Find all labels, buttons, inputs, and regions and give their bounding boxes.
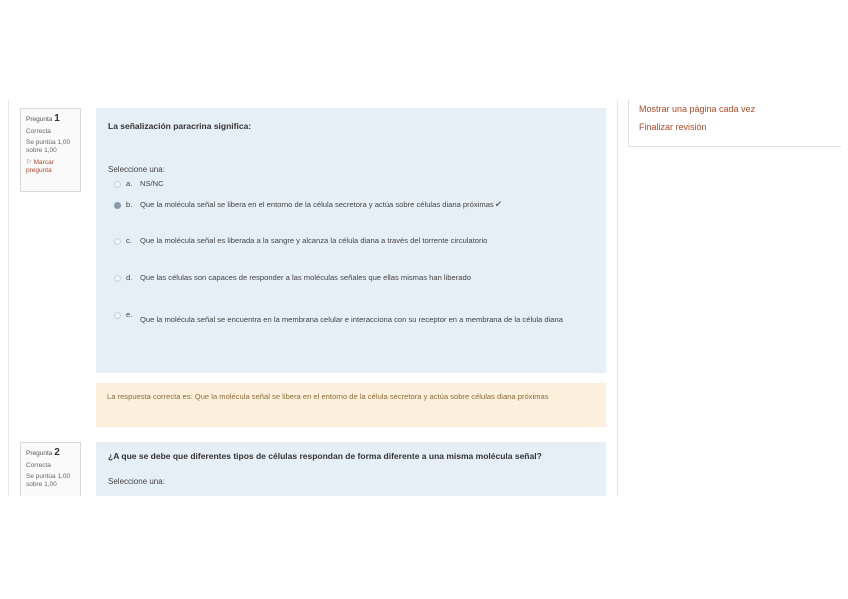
answer-prompt: Seleccione una: <box>108 477 165 486</box>
checkmark-icon: ✔ <box>494 199 503 209</box>
answer-option-b[interactable] <box>114 199 594 210</box>
answer-option-c[interactable] <box>114 236 594 245</box>
grade-line-1: Se puntúa 1,00 <box>26 473 71 480</box>
question-2-content <box>96 442 606 496</box>
question-title: ¿A que se debe que diferentes tipos de células respondan de forma diferente a una misma molécula señal? <box>108 451 542 461</box>
answer-text: Que la molécula señal se encuentra en la membrana celular e interacciona con su receptor en a membrana de la célula diana <box>140 315 563 324</box>
question-grade <box>26 139 75 155</box>
column-divider-right <box>617 100 618 496</box>
answer-letter: b. <box>126 200 133 209</box>
answer-letter: e. <box>126 310 133 319</box>
question-label: Pregunta <box>26 450 53 457</box>
finish-review-link[interactable]: Finalizar revisión <box>639 122 707 132</box>
quiz-review-page <box>0 100 848 496</box>
question-1-content <box>96 108 606 373</box>
question-1-info <box>20 108 81 192</box>
question-state: Correcta <box>26 128 51 135</box>
answer-text: Que la molécula señal se libera en el entorno de la célula secretora y actúa sobre células diana próximas <box>140 200 494 209</box>
answer-text: Que la molécula señal es liberada a la sangre y alcanza la célula diana a través del torrente circulatorio <box>140 236 488 245</box>
grade-line-1: Se puntúa 1,00 <box>26 139 71 146</box>
radio-button[interactable] <box>114 238 121 245</box>
question-2-info <box>20 442 81 496</box>
question-state: Correcta <box>26 462 51 469</box>
answer-option-e[interactable] <box>114 310 594 325</box>
radio-button-selected[interactable] <box>114 202 121 209</box>
radio-button[interactable] <box>114 181 121 188</box>
question-title: La señalización paracrina significa: <box>108 121 252 131</box>
question-number-value: 2 <box>54 447 60 458</box>
question-grade <box>26 473 75 489</box>
radio-button[interactable] <box>114 275 121 282</box>
answer-letter: d. <box>126 273 133 282</box>
question-number-value: 1 <box>54 113 60 124</box>
column-divider-left <box>8 100 9 496</box>
grade-line-2: sobre 1,00 <box>26 481 57 488</box>
question-number <box>26 447 75 458</box>
answer-text: NS/NC <box>140 179 164 188</box>
flag-question-button[interactable] <box>26 159 75 175</box>
grade-line-2: sobre 1,00 <box>26 147 57 154</box>
correct-answer-feedback: La respuesta correcta es: Que la molécula señal se libera en el entorno de la célula secretora y actúa sobre células diana próximas <box>96 383 606 427</box>
show-one-page-link[interactable]: Mostrar una página cada vez <box>639 104 756 114</box>
flag-question-label: Marcar pregunta <box>26 159 54 174</box>
answer-text: Que las células son capaces de responder a las moléculas señales que ellas mismas han liberado <box>140 273 471 282</box>
answer-letter: c. <box>126 236 132 245</box>
question-number <box>26 113 75 124</box>
answer-option-d[interactable] <box>114 273 594 282</box>
radio-button[interactable] <box>114 312 121 319</box>
answer-prompt: Seleccione una: <box>108 165 165 174</box>
flag-icon: ⚐ <box>26 159 32 166</box>
answer-option-a[interactable] <box>114 179 594 188</box>
quiz-navigation-block <box>628 100 841 147</box>
question-label: Pregunta <box>26 116 53 123</box>
answer-letter: a. <box>126 179 133 188</box>
